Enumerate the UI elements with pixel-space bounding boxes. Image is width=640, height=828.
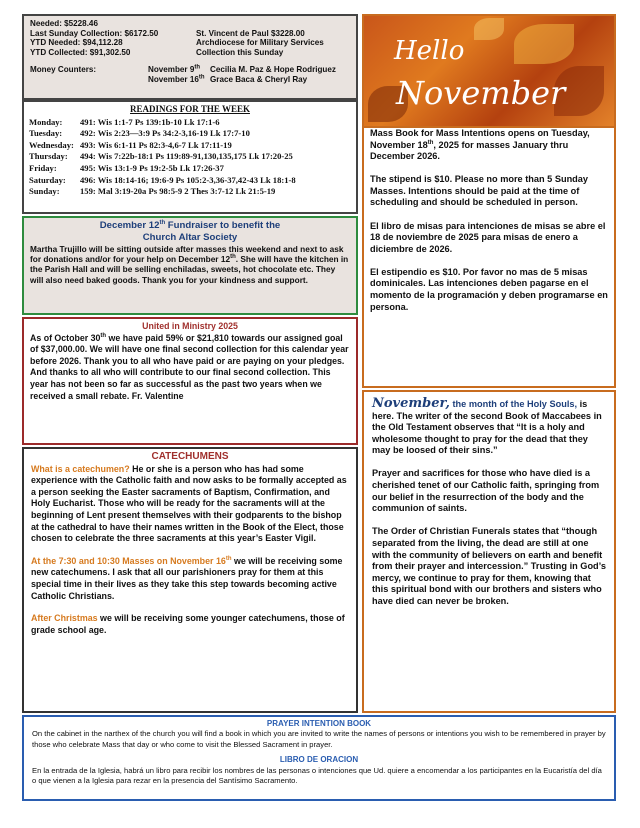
counter-date-1: November 9 [148, 65, 195, 75]
autumn-leaf-decor [474, 18, 504, 40]
united-body-2: we have paid 59% or $21,810 towards our assigned goal of $37,000.00. We will have one final second collection for this calendar year before 2026. Thank you to all who have paid or are paying on your pledges. And thanks to all who will contribute to our final second collection. This year has not been so far as successful as the past two years when we received a small rebate. Fr. Valentine [30, 332, 349, 401]
reading-text: 491: Wis 1:1-7 Ps 139:1b-10 Lk 17:1-6 [80, 116, 220, 127]
reading-text: 492: Wis 2:23—3:9 Ps 34:2-3,16-19 Lk 17:7-10 [80, 128, 250, 139]
catechumens-para-2 [31, 556, 349, 602]
reading-day: Friday: [29, 162, 57, 173]
reading-text: 494: Wis 7:22b-18:1 Ps 119:89-91,130,135,175 Lk 17:20-25 [80, 151, 293, 162]
holy-souls-box [362, 390, 616, 713]
reading-text: 159: Mal 3:19-20a Ps 98:5-9 2 Thes 3:7-12 Lk 21:5-19 [80, 186, 276, 197]
counter-date-2-sup: th [198, 74, 205, 81]
united-ministry-box [22, 317, 358, 445]
mass-book-p1a: Mass Book for Mass Intentions opens on Tuesday, November 18 [370, 128, 590, 150]
catechumens-para-3 [31, 613, 349, 636]
reading-day: Sunday: [29, 186, 60, 197]
catechumens-para-1 [31, 464, 349, 545]
reading-day: Wednesday: [29, 139, 74, 150]
catechumens-answer: He or she is a person who has had some experience with the Catholic faith and now asks to be formally accepted as a person seeking the Easter sacraments of Baptism, Confirmation, and Holy Eucharist. Those who will be ready for the sacraments will at the beginning of Lent present themselves with their godparents to the bishop at the cathedral to have their names written in the Book of the Elect, those chosen to celebrate the three sacraments at this year’s Easter Vigil. [31, 463, 347, 544]
reading-day: Tuesday: [29, 128, 63, 139]
last-sunday-text: Last Sunday Collection: $6172.50 [30, 28, 159, 38]
fundraiser-title [30, 220, 350, 232]
united-body-1: As of October 30 [30, 332, 101, 343]
reading-text: 493: Wis 6:1-11 Ps 82:3-4,6-7 Lk 17:11-19 [80, 139, 232, 150]
holy-souls-intro: is here. The writer of the second Book of Maccabees in the Old Testament observes that “It is a holy and wholesome thought to pray for the dead that they may be loosed of their sins.” [372, 399, 602, 456]
fundraiser-body-sup: th [230, 254, 236, 261]
ytd-needed-text: YTD Needed: $94,112.28 [30, 38, 123, 48]
reading-day: Monday: [29, 116, 63, 127]
holy-souls-heading-rest: the month of the Holy Souls, [449, 399, 578, 409]
catechumens-masses-body: we will be receiving some new catechumens. I ask that all our parishioners pray for them at this special time in their lives as they take this step towards becoming active Catholic Christians. [31, 555, 343, 601]
prayer-intention-box [22, 715, 616, 801]
fundraiser-title-line2: Church Altar Society [142, 232, 238, 243]
prayer-body-es: En la entrada de la Iglesia, habrá un libro para recibir los nombres de las personas o intenciones que Ud. quiere a encomendar a los participantes en la Eucaristía del día o que vienen a la Iglesia para rezar en la presencia del Santísimo Sacramento. [32, 765, 602, 786]
banner-hello: Hello [394, 36, 465, 66]
reading-day: Thursday: [29, 151, 68, 162]
mass-book-para-1 [370, 128, 608, 163]
prayer-title-es: LIBRO DE ORACION [279, 755, 359, 765]
fundraiser-title-pre: December 12 [99, 220, 160, 231]
counter-names-2: Grace Baca & Cheryl Ray [210, 74, 308, 84]
fundraiser-body-2: . She will have the kitchen in the Parish Hall and will be selling enchiladas, sweets, hot chocolate etc. They will also need baked goods. Thank you for your kindness and support. [30, 254, 349, 285]
counter-names-1: Cecilia M. Paz & Hope Rodriguez [210, 65, 336, 75]
mass-book-box [362, 128, 616, 388]
fundraiser-title-post: Fundraiser to benefit the [165, 220, 281, 231]
catechumens-masses-lead: At the 7:30 and 10:30 Masses on November 16 [31, 555, 226, 566]
svdp-text: St. Vincent de Paul $3228.00 [196, 28, 305, 38]
holy-souls-para-2: Prayer and sacrifices for those who have died is a cherished tenet of our Catholic faith, springing from our belief in the resurrection of the body and the communion of saints. [372, 468, 600, 514]
counter-date-1-sup: th [194, 64, 201, 71]
holy-souls-para-3: The Order of Christian Funerals states that “though separated from the living, the dead are still at one with the community of believers on earth and benefit from their prayer and intercession.” Trusting in God’s mercy, we continue to pray for them, knowing that this spiritual bond with our brothers and sisters who have died can never be broken. [372, 526, 606, 606]
prayer-body-en: On the cabinet in the narthex of the church you will find a book in which you are invited to write the names of persons or intentions you wish to be remembered in prayer by those who celebrate Mass that day or who come to visit the Blessed Sacrament in prayer. [32, 729, 606, 749]
united-body [30, 333, 350, 403]
catechumens-box [22, 447, 358, 713]
fundraiser-title-sup: th [159, 219, 166, 226]
mass-book-para-4: El estipendio es $10. Por favor no mas de 5 misas dominicales. Las intenciones deben pagarse en el momento de la programación y deben programarse en persona. [370, 266, 608, 312]
catechumens-title: CATECHUMENS [151, 451, 229, 462]
banner-november: November [396, 74, 566, 112]
prayer-title-en: PRAYER INTENTION BOOK [266, 719, 372, 728]
reading-text: 495: Wis 13:1-9 Ps 19:2-5b Lk 17:26-37 [80, 162, 224, 173]
catechumens-christmas-body: we will be receiving some younger catechumens, those of grade school age. [31, 613, 345, 635]
united-body-sup: th [100, 332, 107, 339]
archdiocese-text: Archdiocese for Military Services [196, 38, 324, 48]
ytd-collected-text: YTD Collected: $91,302.50 [30, 47, 131, 57]
reading-day: Saturday: [29, 174, 66, 185]
finance-box [22, 14, 358, 100]
fundraiser-body-1: Martha Trujillo will be sitting outside after masses this weekend and next to ask for donations and/or for your help on December 12 [30, 244, 344, 265]
hello-november-banner [362, 14, 616, 128]
mass-book-p1-sup: th [427, 139, 434, 146]
catechumens-christmas-lead: After Christmas [31, 613, 98, 624]
mass-book-para-3: El libro de misas para intenciones de misas se abre el 18 de noviembre de 2025 para misas de enero a diciembre de 2026. [370, 220, 606, 254]
collection-sunday-text: Collection this Sunday [196, 47, 284, 57]
counter-date-2: November 16 [148, 74, 199, 84]
holy-souls-heading: November, [372, 396, 450, 411]
readings-title: READINGS FOR THE WEEK [130, 104, 250, 114]
readings-box [22, 100, 358, 214]
catechumens-question: What is a catechumen? [31, 463, 130, 474]
fundraiser-body [30, 244, 350, 285]
needed-text: Needed: $5228.46 [30, 19, 98, 28]
catechumens-masses-sup: th [225, 555, 232, 562]
mass-book-p1b: , 2025 for masses January thru December 2026. [370, 139, 569, 162]
mass-book-para-2: The stipend is $10. Please no more than 5 Sunday Masses. Intentions should be paid at the time of scheduling and should be scheduled in person. [370, 174, 589, 208]
reading-text: 496: Wis 18:14-16; 19:6-9 Ps 105:2-3,36-37,42-43 Lk 18:1-8 [80, 174, 296, 185]
fundraiser-box [22, 216, 358, 315]
autumn-leaf-decor [514, 24, 574, 64]
united-title: United in Ministry 2025 [142, 321, 238, 331]
counters-label: Money Counters: [30, 65, 97, 75]
holy-souls-para-1 [372, 398, 606, 457]
